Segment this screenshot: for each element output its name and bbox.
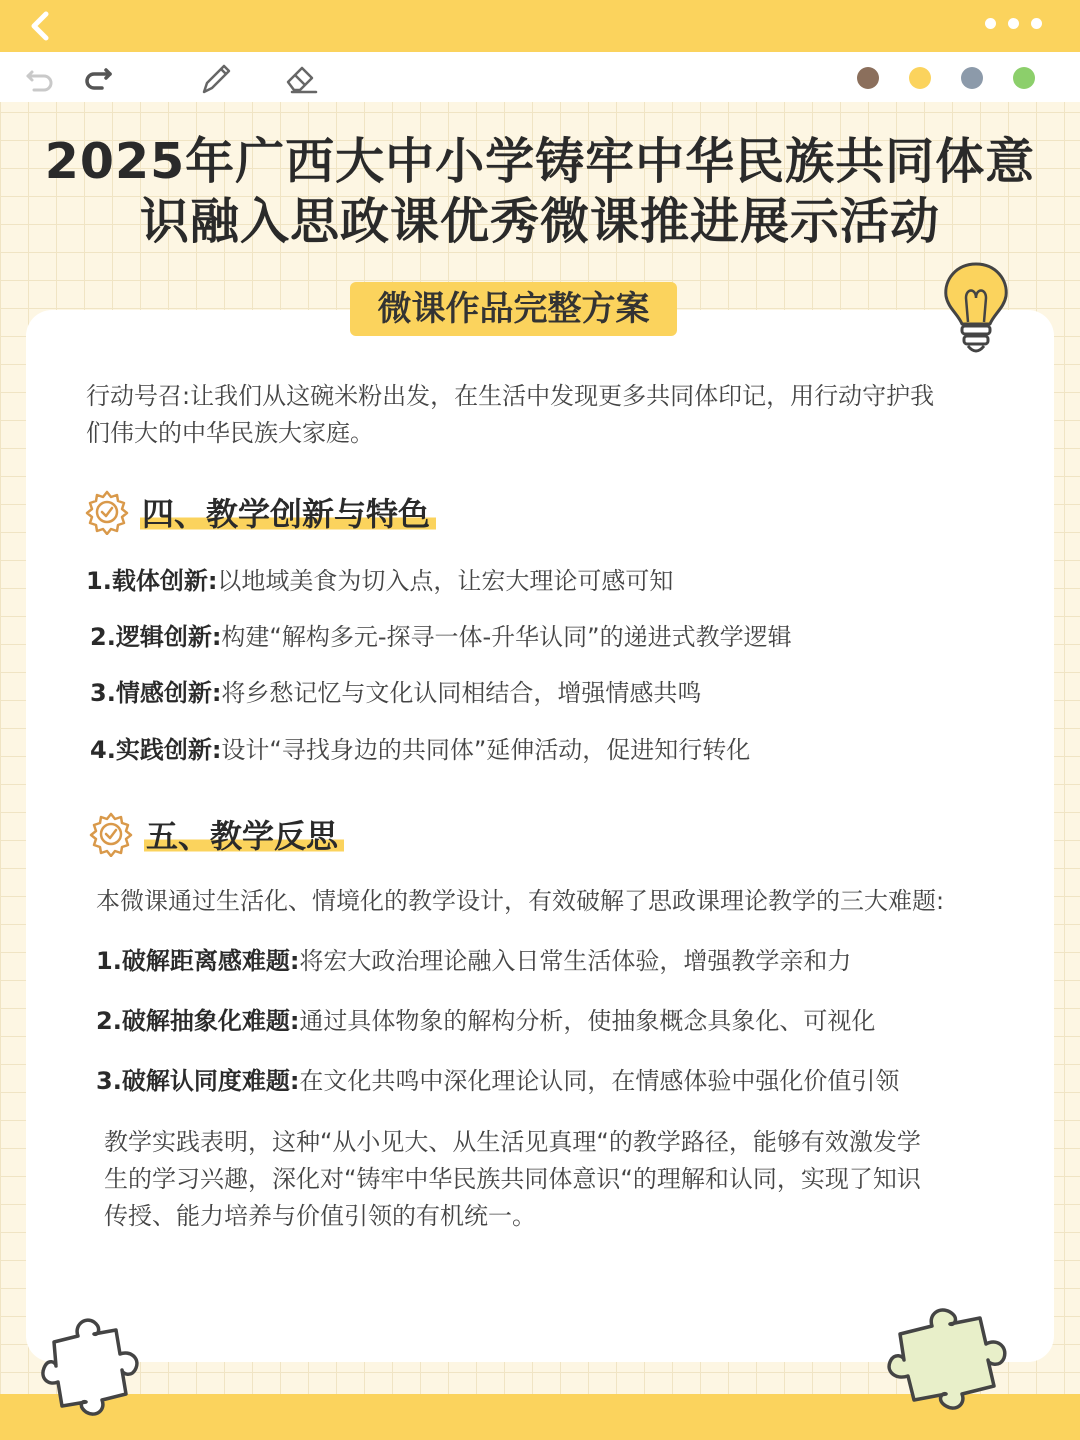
color-swatch-gray[interactable]	[961, 67, 983, 89]
section-5-header	[88, 809, 344, 859]
list-item: 2.逻辑创新:构建“解构多元-探寻一体-升华认同”的递进式教学逻辑	[90, 623, 792, 651]
section-4-header	[84, 487, 436, 537]
section-5-title: 五、教学反思	[144, 811, 344, 857]
color-swatch-brown[interactable]	[857, 67, 879, 89]
title-line-2: 识融入思政课优秀微课推进展示活动	[139, 193, 940, 250]
subtitle-badge: 微课作品完整方案	[350, 282, 677, 336]
page-title	[20, 132, 1060, 252]
lightbulb-icon	[936, 258, 1016, 362]
pencil-icon[interactable]	[198, 60, 234, 96]
list-item: 1.破解距离感难题:将宏大政治理论融入日常生活体验，增强教学亲和力	[96, 947, 852, 975]
list-item: 1.载体创新:以地域美食为切入点，让宏大理论可感可知	[86, 567, 674, 595]
gear-check-icon	[84, 489, 130, 535]
section-5-lead: 本微课通过生活化、情境化的教学设计，有效破解了思政课理论教学的三大难题:	[96, 887, 945, 915]
title-line-1: 2025年广西大中小学铸牢中华民族共同体意	[44, 133, 1036, 190]
eraser-icon[interactable]	[282, 60, 318, 96]
puzzle-piece-icon	[40, 1312, 148, 1420]
list-item: 4.实践创新:设计“寻找身边的共同体”延伸活动，促进知行转化	[90, 736, 751, 764]
more-icon[interactable]	[985, 18, 1042, 29]
section-4-title: 四、教学创新与特色	[140, 489, 436, 535]
puzzle-piece-icon	[880, 1304, 1012, 1412]
list-item: 3.破解认同度难题:在文化共鸣中深化理论认同，在情感体验中强化价值引领	[96, 1067, 900, 1095]
gear-check-icon	[88, 811, 134, 857]
intro-text: 行动号召:让我们从这碗米粉出发，在生活中发现更多共同体印记，用行动守护我 们伟大的中华民族大家庭。	[86, 382, 935, 447]
list-item: 2.破解抽象化难题:通过具体物象的解构分析，使抽象概念具象化、可视化	[96, 1007, 876, 1035]
list-item: 3.情感创新:将乡愁记忆与文化认同相结合，增强情感共鸣	[90, 679, 702, 707]
back-icon[interactable]	[22, 8, 58, 44]
color-swatch-green[interactable]	[1013, 67, 1035, 89]
top-bar	[0, 0, 1080, 52]
redo-icon[interactable]	[80, 60, 116, 96]
color-swatch-yellow[interactable]	[909, 67, 931, 89]
conclusion-text: 教学实践表明，这种“从小见大、从生活见真理“的教学路径，能够有效激发学 生的学习兴趣，深化对“铸牢中华民族共同体意识“的理解和认同，实现了知识 传授、能力培养与价值引领的有机统一。	[104, 1128, 921, 1230]
undo-icon[interactable]	[22, 60, 58, 96]
